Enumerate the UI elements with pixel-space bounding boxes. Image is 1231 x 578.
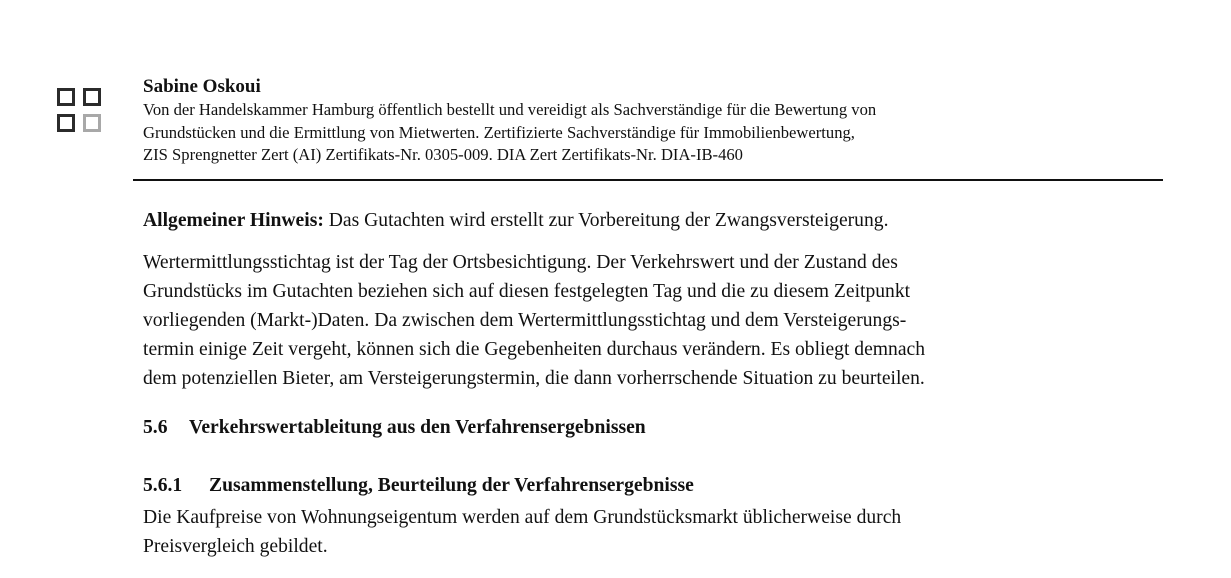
section-heading-5-6 (143, 414, 1173, 442)
paragraph-line: Preisvergleich gebildet. (143, 536, 328, 557)
section-title: Verkehrswertableitung aus den Verfahrensergebnissen (189, 417, 646, 438)
company-logo (57, 88, 105, 138)
paragraph-line: termin einige Zeit vergeht, können sich die Gegebenheiten durchaus verändern. Es obliegt demnach (143, 339, 926, 360)
paragraph-line: Die Kaufpreise von Wohnungseigentum werden auf dem Grundstücksmarkt üblicherweise durch (143, 507, 902, 528)
section-title: Zusammenstellung, Beurteilung der Verfahrensergebnisse (209, 475, 694, 496)
notice-label: Allgemeiner Hinweis: (143, 210, 324, 231)
logo-square-top-right (83, 88, 101, 106)
paragraph-line: dem potenziellen Bieter, am Versteigerungstermin, die dann vorherrschende Situation zu beurteilen. (143, 368, 925, 389)
paragraph-line: vorliegenden (Markt-)Daten. Da zwischen dem Wertermittlungsstichtag und dem Versteigerungs- (143, 310, 907, 331)
header-divider (133, 179, 1163, 181)
closing-paragraph (143, 503, 1173, 561)
author-description-line: Grundstücken und die Ermittlung von Mietwerten. Zertifizierte Sachverständige für Immobilienbewertung, (143, 122, 855, 142)
notice-text: Das Gutachten wird erstellt zur Vorbereitung der Zwangsversteigerung. (328, 210, 889, 231)
logo-square-top-left (57, 88, 75, 106)
logo-square-bottom-left (57, 114, 75, 132)
letterhead (143, 76, 1143, 167)
author-name: Sabine Oskoui (143, 76, 261, 97)
author-description-line: Von der Handelskammer Hamburg öffentlich bestellt und vereidigt als Sachverständige für die Bewertung von (143, 100, 877, 119)
author-description-line: ZIS Sprengnetter Zert (AI) Zertifikats-Nr. 0305-009. DIA Zert Zertifikats-Nr. DIA-IB-460 (143, 145, 743, 164)
section-number: 5.6.1 (143, 475, 183, 496)
section-number: 5.6 (143, 417, 168, 438)
valuation-date-paragraph (143, 248, 1173, 393)
general-notice (143, 206, 1173, 235)
author-description (143, 99, 1143, 167)
logo-square-bottom-right (83, 114, 101, 132)
paragraph-line: Grundstücks im Gutachten beziehen sich auf diesen festgelegten Tag und die zu diesem Zeitpunkt (143, 281, 911, 302)
section-heading-5-6-1 (143, 472, 1173, 500)
document-body (143, 206, 1173, 561)
paragraph-line: Wertermittlungsstichtag ist der Tag der Ortsbesichtigung. Der Verkehrswert und der Zustand des (143, 252, 898, 273)
